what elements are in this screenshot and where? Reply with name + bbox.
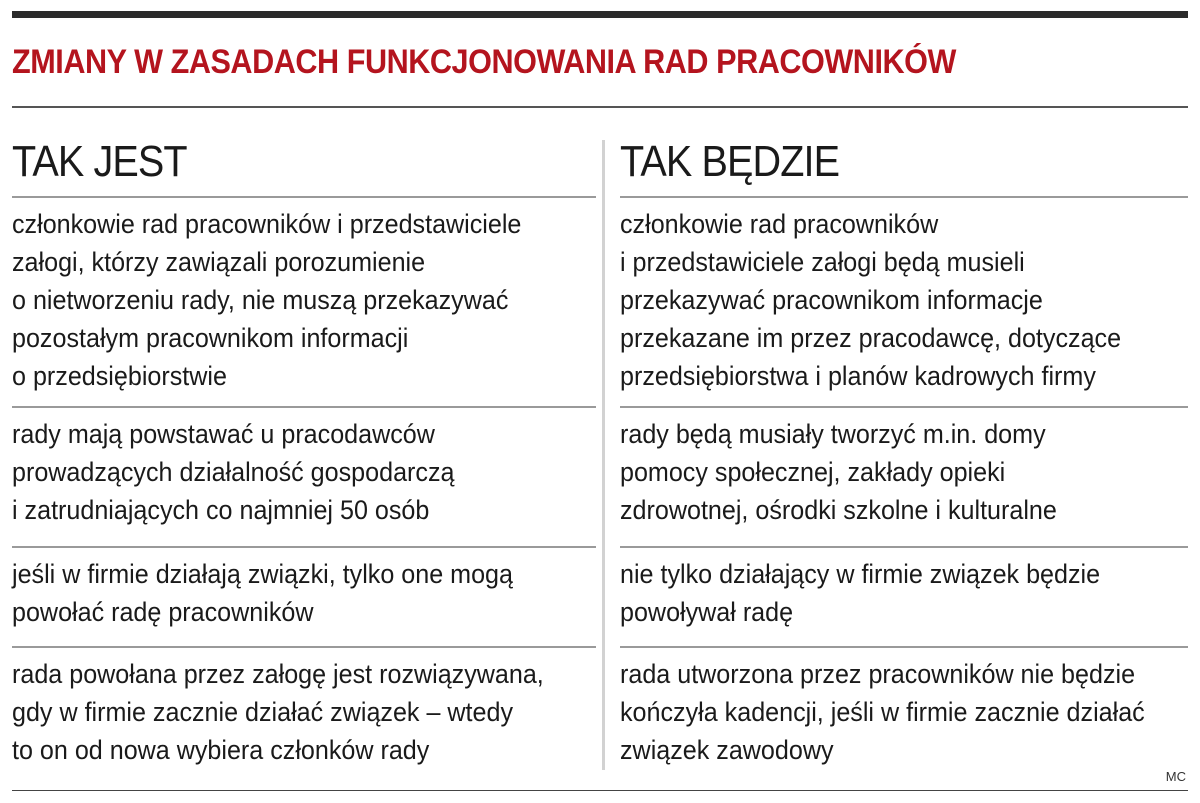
infographic-title: ZMIANY W ZASADACH FUNKCJONOWANIA RAD PRACOWNIKÓW	[12, 43, 956, 81]
column-future	[620, 137, 1188, 765]
author-credit: MC	[1165, 769, 1186, 784]
column-heading-future: TAK BĘDZIE	[620, 137, 840, 186]
bottom-rule	[12, 790, 1188, 791]
top-rule	[12, 11, 1188, 18]
comparison-row	[12, 546, 596, 644]
row-text-future: członkowie rad pracowników i przedstawiciele załogi będą musieli przekazywać pracownikom informacje przekazane im przez pracodawcę, dotyczące przedsiębiorstwa i planów kadrowych firmy	[620, 209, 1122, 391]
title-rule	[12, 106, 1188, 108]
comparison-row	[12, 646, 596, 786]
row-text-current: rada powołana przez załogę jest rozwiązywana, gdy w firmie zacznie działać związek – wtedy to on od nowa wybiera członków rady	[12, 659, 544, 765]
comparison-row	[12, 406, 596, 544]
row-text-current: rady mają powstawać u pracodawców prowadzących działalność gospodarczą i zatrudniających co najmniej 50 osób	[12, 419, 455, 525]
row-text-future: rada utworzona przez pracowników nie będzie kończyła kadencji, jeśli w firmie zacznie działać związek zawodowy	[620, 659, 1145, 765]
column-current	[12, 137, 596, 765]
column-heading-current: TAK JEST	[12, 137, 187, 186]
comparison-row	[12, 196, 596, 402]
row-text-future: rady będą musiały tworzyć m.in. domy pomocy społecznej, zakłady opieki zdrowotnej, ośrodki szkolne i kulturalne	[620, 419, 1057, 525]
comparison-row	[620, 646, 1188, 786]
row-text-current: jeśli w firmie działają związki, tylko one mogą powołać radę pracowników	[12, 559, 513, 627]
row-text-current: członkowie rad pracowników i przedstawiciele załogi, którzy zawiązali porozumienie o nietworzeniu rady, nie muszą przekazywać pozostałym pracownikom informacji o przedsiębiorstwie	[12, 209, 522, 391]
comparison-row	[620, 406, 1188, 544]
comparison-row	[620, 546, 1188, 644]
row-text-future: nie tylko działający w firmie związek będzie powoływał radę	[620, 559, 1101, 627]
comparison-row	[620, 196, 1188, 402]
